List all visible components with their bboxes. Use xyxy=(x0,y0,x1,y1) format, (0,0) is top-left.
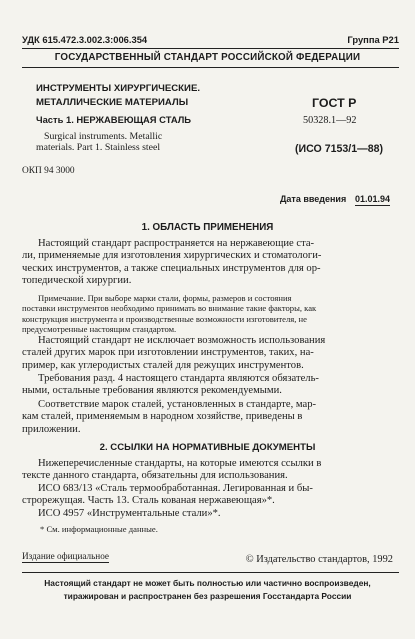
text-line: Настоящий стандарт не исключает возможность использования xyxy=(38,335,326,346)
text-line: Требования разд. 4 настоящего стандарта являются обязатель- xyxy=(38,373,319,384)
text-line: Настоящий стандарт распространяется на нержавеющие ста- xyxy=(38,238,315,249)
footer-rule xyxy=(22,572,399,573)
section2-heading: 2. ССЫЛКИ НА НОРМАТИВНЫЕ ДОКУМЕНТЫ xyxy=(99,442,316,453)
okp-code: ОКП 94 3000 xyxy=(22,166,75,176)
section1-paragraph3 xyxy=(22,373,319,398)
english-title-line1: Surgical instruments. Metallic xyxy=(44,131,163,142)
text-line: тексте данного стандарта, обязательны для использования. xyxy=(22,470,288,482)
section1-heading: 1. ОБЛАСТЬ ПРИМЕНЕНИЯ xyxy=(141,222,274,233)
text-line: топедической хирургии. xyxy=(22,275,132,287)
text-line: поставки инструментов необходимо принимать во внимание такие факторы, как xyxy=(22,303,317,314)
text-line: сталей других марок при изготовлении инструментов, таких, на- xyxy=(22,347,314,359)
text-line: Соответствие марок сталей, установленных в стандарте, мар- xyxy=(38,399,317,410)
edition-label: Издание официальное xyxy=(22,551,109,561)
doc-title-line1: ИНСТРУМЕНТЫ ХИРУРГИЧЕСКИЕ. xyxy=(36,83,201,94)
intro-date-label: Дата введения xyxy=(280,194,347,204)
iso-reference: (ИСО 7153/1—88) xyxy=(295,143,384,155)
english-title-line2: materials. Part 1. Stainless steel xyxy=(36,142,161,153)
gost-number: 50328.1—92 xyxy=(303,115,357,126)
reproduction-notice-line1: Настоящий стандарт не может быть полностью или частично воспроизведен, xyxy=(44,578,371,588)
header-rule-top xyxy=(22,48,399,49)
doc-part-title: Часть 1. НЕРЖАВЕЮЩАЯ СТАЛЬ xyxy=(36,114,192,125)
group-code: Группа Р21 xyxy=(347,34,399,45)
section2-footnote: * См. информационные данные. xyxy=(40,524,158,534)
text-line: Примечание. При выборе марки стали, формы, размеров и состояния xyxy=(38,293,292,303)
state-standard-title: ГОСУДАРСТВЕННЫЙ СТАНДАРТ РОССИЙСКОЙ ФЕДЕРАЦИИ xyxy=(54,52,361,63)
text-line: строрежущая. Часть 13. Сталь кованая нержавеющая»*. xyxy=(22,495,275,507)
udk-code: УДК 615.472.3.002.3:006.354 xyxy=(22,34,148,45)
text-line: ИСО 683/13 «Сталь термообработанная. Легированная и бы- xyxy=(38,482,313,494)
gost-label: ГОСТ Р xyxy=(312,96,357,110)
section1-note xyxy=(22,293,316,335)
section1-paragraph4 xyxy=(22,399,316,436)
text-line: ИСО 4957 «Инструментальные стали»*. xyxy=(38,507,221,519)
doc-title-line2: МЕТАЛЛИЧЕСКИЕ МАТЕРИАЛЫ xyxy=(36,97,189,108)
section2-paragraph1 xyxy=(22,458,321,520)
text-line: приложении. xyxy=(22,423,81,435)
text-line: ными, остальные требования являются рекомендуемыми. xyxy=(22,385,282,397)
header-rule-bottom xyxy=(22,67,399,68)
text-line: пример, как углеродистых сталей для режущих инструментов. xyxy=(22,359,304,371)
text-line: конструкция инструмента и производственные возможности изготовителя, не xyxy=(22,313,307,324)
text-line: Нижеперечисленные стандарты, на которые имеются ссылки в xyxy=(38,458,322,469)
section1-paragraph2 xyxy=(22,335,325,372)
reproduction-notice-line2: тиражирован и распространен без разрешения Госстандарта России xyxy=(63,591,352,601)
intro-date-value: 01.01.94 xyxy=(355,194,391,204)
section1-paragraph1 xyxy=(22,238,321,288)
copyright: © Издательство стандартов, 1992 xyxy=(245,554,393,565)
text-line: ческих инструментов, а также специальных инструментов для ор- xyxy=(22,262,321,274)
text-line: кам сталей, применяемым в народном хозяйстве, приведены в xyxy=(22,411,303,423)
text-line: предусмотренные настоящим стандартом. xyxy=(22,324,177,335)
text-line: ли, применяемые для изготовления хирургических и стоматологи- xyxy=(22,250,322,262)
